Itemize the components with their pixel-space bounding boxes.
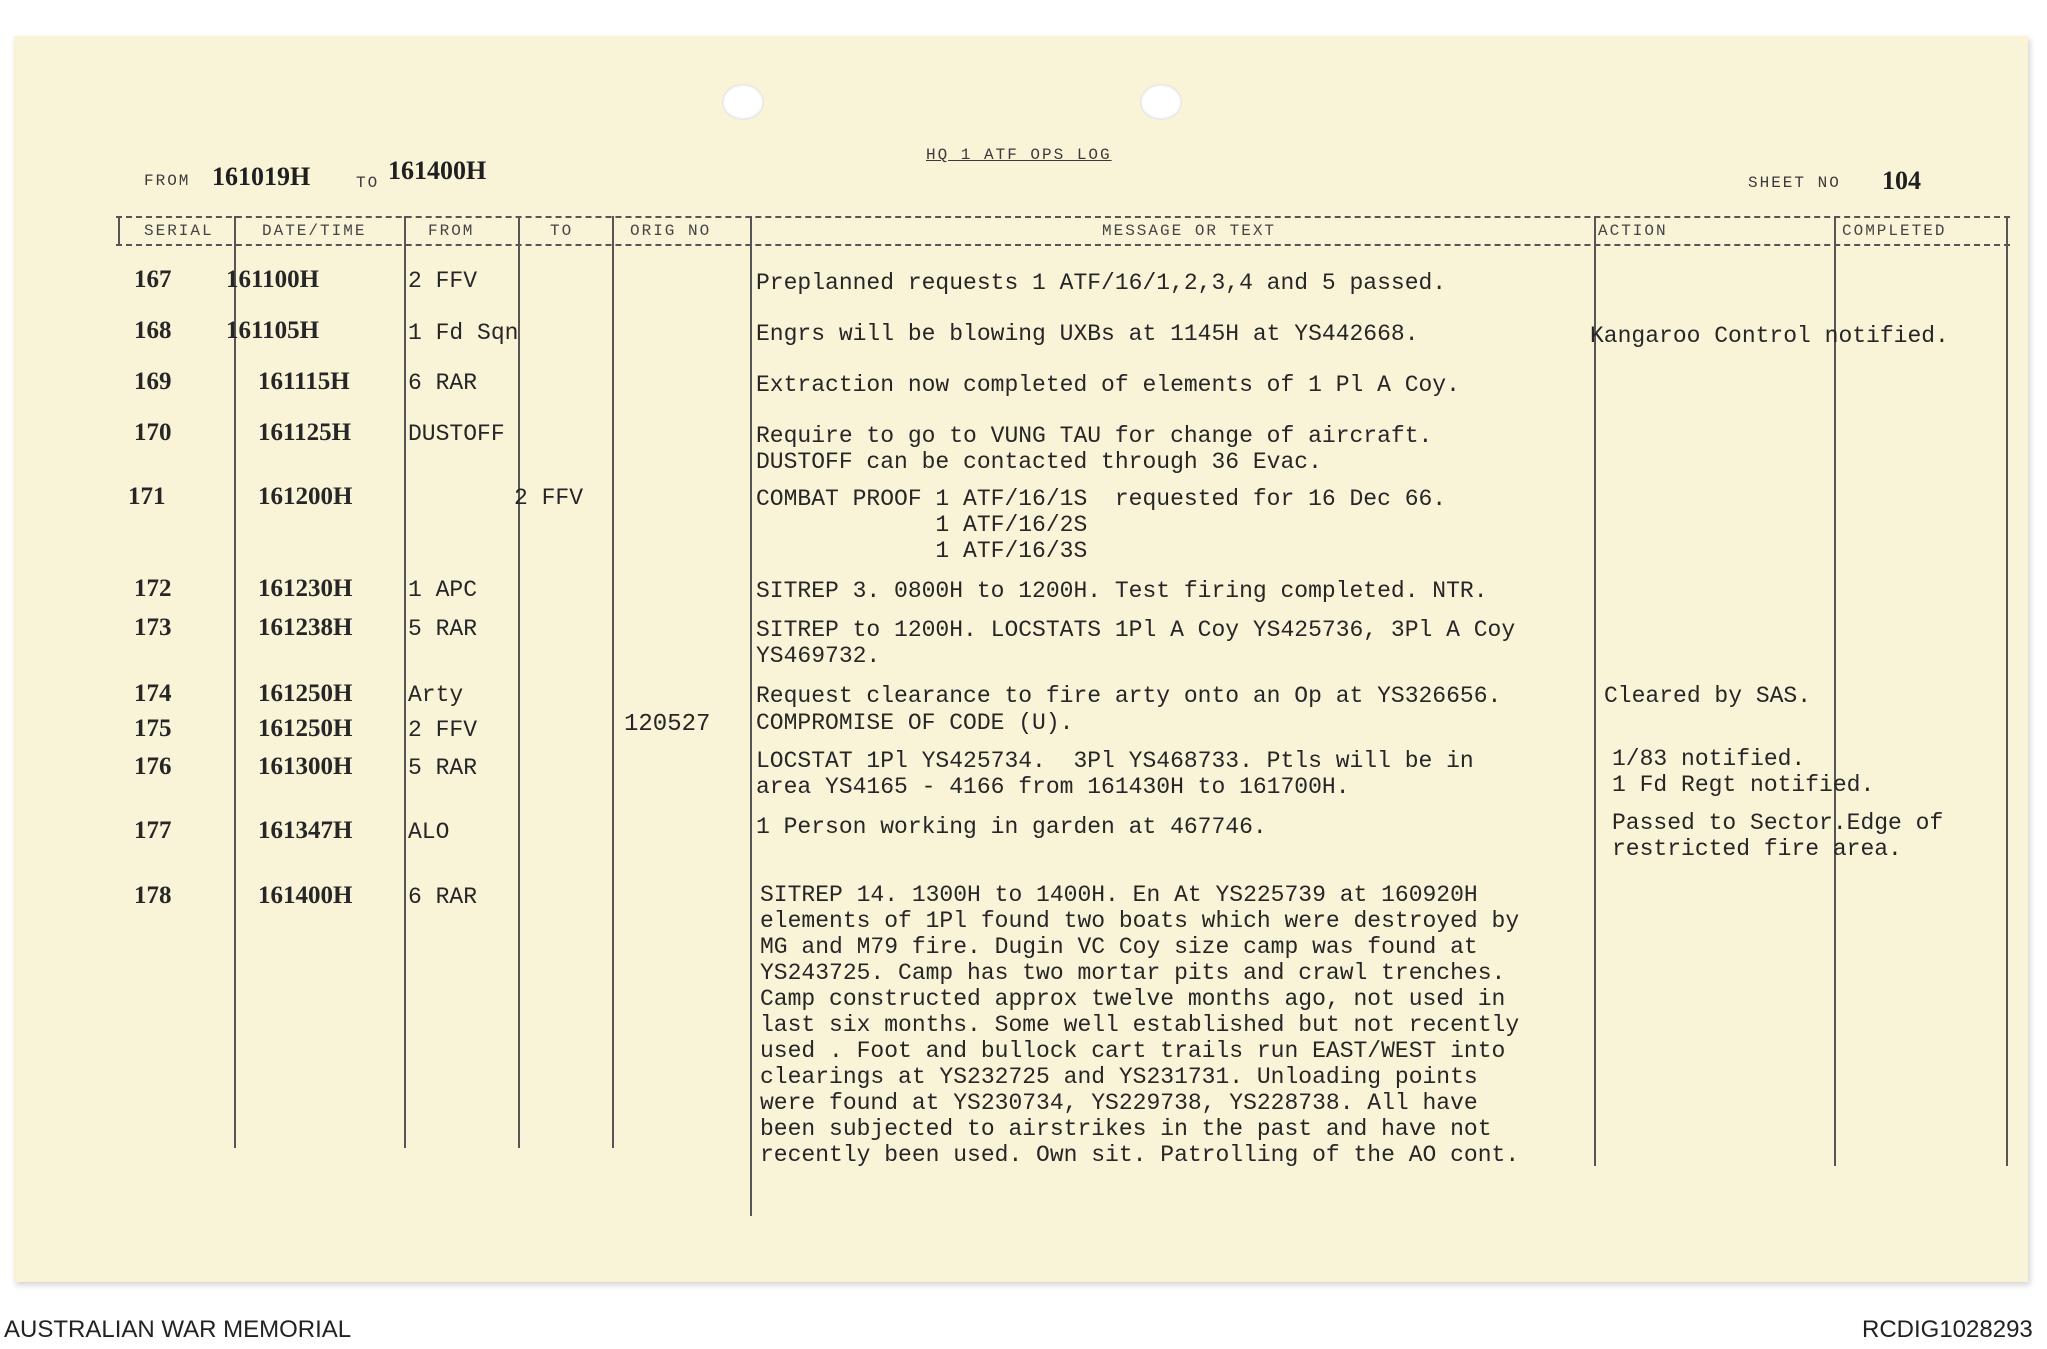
- row-message: Extraction now completed of elements of 1 Pl A Coy.: [756, 372, 1460, 398]
- col-rule: [234, 216, 236, 1148]
- row-message: Engrs will be blowing UXBs at 1145H at YS442668.: [756, 321, 1419, 347]
- row-message: SITREP to 1200H. LOCSTATS 1Pl A Coy YS425736, 3Pl A Coy YS469732.: [756, 617, 1516, 669]
- row-serial: 172: [134, 575, 172, 602]
- table-top-rule: [116, 216, 2010, 218]
- row-serial: 167: [134, 266, 172, 293]
- row-message: Request clearance to fire arty onto an Op at YS326656.: [756, 683, 1502, 709]
- row-action: Cleared by SAS.: [1604, 683, 1812, 709]
- row-from: 5 RAR: [408, 616, 478, 642]
- footer-record-id: RCDIG1028293: [1862, 1316, 2033, 1343]
- col-rule: [118, 216, 120, 246]
- from-value: 161019H: [212, 162, 311, 191]
- row-datetime: 161230H: [258, 575, 353, 602]
- row-datetime: 161250H: [258, 680, 353, 707]
- row-serial: 177: [134, 817, 172, 844]
- col-header-datetime: DATE/TIME: [262, 222, 367, 240]
- col-rule: [404, 216, 406, 1148]
- row-from: 5 RAR: [408, 755, 478, 781]
- col-header-orig-no: ORIG NO: [630, 222, 712, 240]
- row-serial: 175: [134, 715, 172, 742]
- row-datetime: 161347H: [258, 817, 353, 844]
- sheet-value: 104: [1882, 166, 1921, 195]
- row-from: 2 FFV: [408, 717, 478, 743]
- row-from: ALO: [408, 819, 450, 845]
- col-rule: [612, 216, 614, 1148]
- col-rule: [518, 216, 520, 1148]
- row-message: 1 Person working in garden at 467746.: [756, 814, 1267, 840]
- row-message: COMBAT PROOF 1 ATF/16/1S requested for 16 Dec 66. 1 ATF/16/2S 1 ATF/16/3S: [756, 486, 1447, 564]
- punch-hole-right: [1140, 84, 1182, 120]
- row-datetime: 161400H: [258, 882, 353, 909]
- row-datetime: 161100H: [226, 266, 320, 293]
- row-message: COMPROMISE OF CODE (U).: [756, 710, 1074, 736]
- row-message: Require to go to VUNG TAU for change of aircraft. DUSTOFF can be contacted through 36 Evac.: [756, 423, 1433, 475]
- col-header-completed: COMPLETED: [1842, 222, 1947, 240]
- to-value: 161400H: [388, 156, 487, 185]
- row-datetime: 161115H: [258, 368, 350, 395]
- row-datetime: 161105H: [226, 317, 320, 344]
- row-message: SITREP 14. 1300H to 1400H. En At YS225739 at 160920H elements of 1Pl found two boats which were destroyed by MG and M79 fire. Dugin VC Coy size camp was found at YS243725. Camp has two mortar pits and crawl trenches. Camp constructed approx twelve months ago, not used in last six months. Some well established but not recently used . Foot and bullock cart trails run EAST/WEST into clearings at YS232725 and YS231731. Unloading points were found at YS230734, YS229738, YS228738. All have been subjected to airstrikes in the past and have not recently been used. Own sit. Patrolling of the AO cont.: [760, 882, 1520, 1168]
- col-header-to: TO: [550, 222, 574, 240]
- page-title: HQ 1 ATF OPS LOG: [926, 146, 1112, 164]
- row-from: 6 RAR: [408, 884, 478, 910]
- row-from: 6 RAR: [408, 370, 478, 396]
- row-serial: 176: [134, 753, 172, 780]
- row-serial: 171: [128, 483, 166, 510]
- punch-hole-left: [722, 84, 764, 120]
- row-datetime: 161250H: [258, 715, 353, 742]
- row-serial: 178: [134, 882, 172, 909]
- row-datetime: 161200H: [258, 483, 353, 510]
- row-serial: 170: [134, 419, 172, 446]
- row-action: Kangaroo Control notified.: [1590, 323, 1949, 349]
- to-label: TO: [356, 174, 380, 192]
- row-message: LOCSTAT 1Pl YS425734. 3Pl YS468733. Ptls will be in area YS4165 - 4166 from 161430H to 161700H.: [756, 748, 1474, 800]
- from-label: FROM: [144, 172, 191, 190]
- table-header-rule: [116, 244, 2010, 246]
- row-serial: 169: [134, 368, 172, 395]
- row-to: 2 FFV: [514, 485, 584, 511]
- col-header-serial: SERIAL: [144, 222, 214, 240]
- row-action: 1/83 notified. 1 Fd Regt notified.: [1612, 746, 1875, 798]
- row-from: DUSTOFF: [408, 421, 505, 447]
- footer-institution: AUSTRALIAN WAR MEMORIAL: [4, 1316, 352, 1343]
- row-datetime: 161238H: [258, 614, 353, 641]
- col-rule: [2006, 216, 2008, 1166]
- row-orig-no: 120527: [624, 711, 711, 738]
- row-serial: 173: [134, 614, 172, 641]
- col-rule: [1594, 216, 1596, 1166]
- col-header-from: FROM: [428, 222, 475, 240]
- row-action: Passed to Sector.Edge of restricted fire area.: [1612, 810, 1944, 862]
- row-datetime: 161300H: [258, 753, 353, 780]
- col-header-action: ACTION: [1598, 222, 1668, 240]
- col-header-message: MESSAGE OR TEXT: [1102, 222, 1277, 240]
- row-message: Preplanned requests 1 ATF/16/1,2,3,4 and 5 passed.: [756, 270, 1447, 296]
- col-rule: [750, 216, 752, 1216]
- row-serial: 168: [134, 317, 172, 344]
- row-serial: 174: [134, 680, 172, 707]
- col-rule: [1834, 216, 1836, 1166]
- row-message: SITREP 3. 0800H to 1200H. Test firing completed. NTR.: [756, 578, 1488, 604]
- row-from: 1 Fd Sqn: [408, 320, 519, 346]
- sheet-label: SHEET NO: [1748, 174, 1841, 192]
- row-datetime: 161125H: [258, 419, 352, 446]
- row-from: 2 FFV: [408, 268, 478, 294]
- row-from: Arty: [408, 682, 464, 708]
- row-from: 1 APC: [408, 577, 478, 603]
